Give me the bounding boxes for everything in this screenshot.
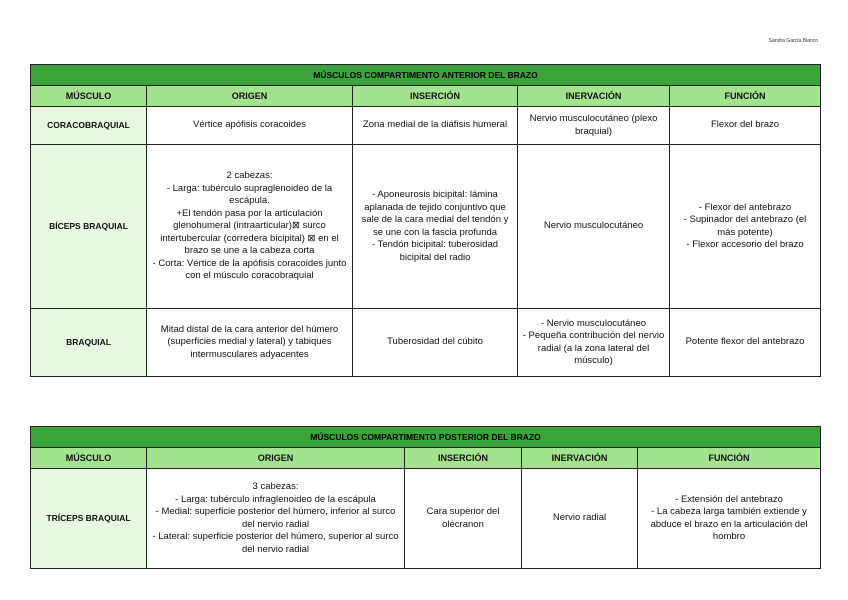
innervation-cell (518, 107, 670, 145)
text-line: - Flexor accesorio del brazo (686, 239, 804, 250)
text-line: Zona medial de la diáfisis humeral (362, 119, 508, 131)
text-line: +El tendón pasa por la articulación glenohumeral (intraarticular)⊠ surco intertubercular (corredera bicipital) ⊠ en el brazo se une a la cabeza corta (160, 207, 339, 257)
text-line: - La cabeza larga también extiende y abduce el brazo en la articulación del hombro (650, 506, 808, 542)
function-cell (670, 309, 821, 377)
muscle-name: TRÍCEPS BRAQUIAL (31, 469, 147, 569)
muscle-name: CORACOBRAQUIAL (31, 107, 147, 145)
text-line: - Lateral: superficie posterior del húmero, superior al surco del nervio radial (152, 531, 399, 555)
insertion-cell (353, 145, 518, 309)
posterior-compartment-table (30, 426, 821, 569)
text-line: - Medial: superficie posterior del húmero, inferior al surco del nervio radial (155, 506, 396, 530)
text-line: Nervio radial (552, 512, 607, 524)
text-line: Cara superior del olécranon (426, 506, 500, 530)
muscle-name: BRAQUIAL (31, 309, 147, 377)
header-musculo: MÚSCULO (31, 448, 147, 469)
function-cell (638, 469, 821, 569)
text-line: Vértice apófisis coracoides (193, 119, 306, 131)
table-row (31, 309, 821, 377)
text-line: - Extensión del antebrazo (675, 493, 783, 505)
function-cell (670, 145, 821, 309)
text-line: 3 cabezas: (252, 481, 299, 492)
origin-cell (147, 469, 405, 569)
insertion-cell (353, 107, 518, 145)
innervation-cell (518, 309, 670, 377)
origin-cell (147, 145, 353, 309)
text-line: - Supinador del antebrazo (el más potente) (683, 214, 807, 238)
text-line: - Tendón bicipital: tuberosidad bicipital del radio (371, 239, 499, 263)
table-row (31, 469, 821, 569)
header-insercion: INSERCIÓN (405, 448, 522, 469)
origin-cell (147, 309, 353, 377)
header-funcion: FUNCIÓN (670, 86, 821, 107)
text-line: Potente flexor del antebrazo (685, 336, 805, 348)
text-line: - Nervio musculocutáneo (540, 317, 647, 329)
text-line: 2 cabezas: (226, 170, 273, 182)
text-line: - Larga: tubérculo supraglenoideo de la escápula. (166, 182, 333, 207)
header-insercion: INSERCIÓN (353, 86, 518, 107)
table-title: MÚSCULOS COMPARTIMENTO ANTERIOR DEL BRAZO (31, 65, 821, 86)
header-musculo: MÚSCULO (31, 86, 147, 107)
header-inervacion: INERVACIÓN (518, 86, 670, 107)
table-title-row (31, 65, 821, 86)
text-line: - Pequeña contribución del nervio radial (a la zona lateral del músculo) (522, 330, 665, 366)
table-row (31, 107, 821, 145)
innervation-cell (518, 145, 670, 309)
text-line: Nervio musculocutáneo (543, 220, 644, 232)
text-line: - Larga: tubérculo infraglenoideo de la escápula (175, 493, 376, 505)
text-line: Mitad distal de la cara anterior del húmero (superficies medial y lateral) y tabiques intermusculares adyacentes (160, 323, 339, 360)
table-header-row (31, 448, 821, 469)
text-line: Nervio musculocutáneo (plexo braquial) (529, 113, 658, 137)
text-line: Tuberosidad del cúbito (387, 336, 483, 348)
innervation-cell (522, 469, 638, 569)
origin-cell (147, 107, 353, 145)
table-title: MÚSCULOS COMPARTIMENTO POSTERIOR DEL BRAZO (31, 427, 821, 448)
text-line: - Flexor del antebrazo (698, 201, 792, 213)
table-row (31, 145, 821, 309)
text-line: - Aponeurosis bicipital: lámina aplanada de tejido conjuntivo que sale de la cara medial del tendón y se une con la fascia profunda (361, 189, 509, 238)
header-origen: ORIGEN (147, 448, 405, 469)
text-line: - Corta: Vértice de la apófisis coracoides junto con el músculo coracobraquial (152, 257, 347, 282)
header-inervacion: INERVACIÓN (522, 448, 638, 469)
table-header-row (31, 86, 821, 107)
anterior-compartment-table (30, 64, 821, 377)
table-title-row (31, 427, 821, 448)
muscle-name: BÍCEPS BRAQUIAL (31, 145, 147, 309)
function-cell (670, 107, 821, 145)
insertion-cell (353, 309, 518, 377)
insertion-cell (405, 469, 522, 569)
text-line: Flexor del brazo (710, 119, 780, 131)
header-funcion: FUNCIÓN (638, 448, 821, 469)
header-origen: ORIGEN (147, 86, 353, 107)
author-name: Sandra García Blanco (768, 38, 818, 44)
